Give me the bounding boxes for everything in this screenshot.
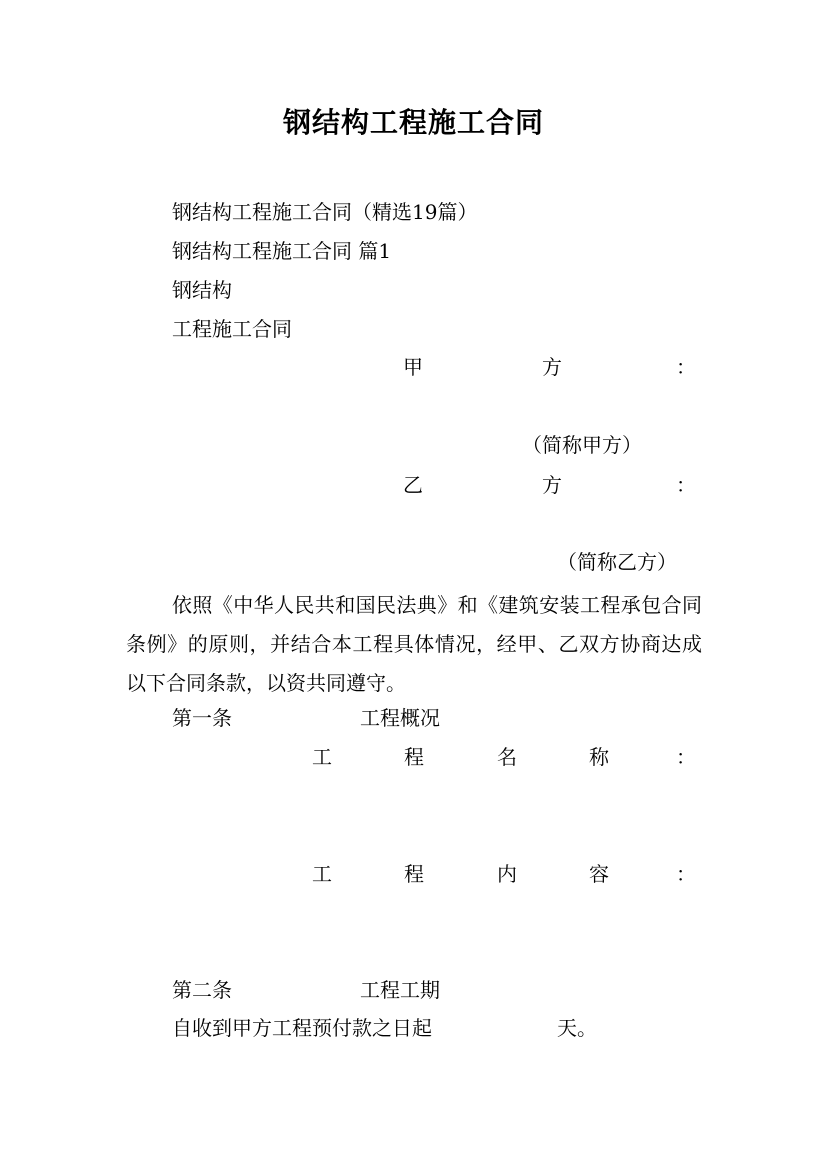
project-content-colon: ： — [676, 862, 696, 886]
party-a-colon: ： — [676, 355, 696, 379]
project-name-char-2: 程 — [404, 745, 424, 769]
intro-paragraph: 依照《中华人民共和国民法典》和《建筑安装工程承包合同条例》的原则，并结合本工程具体情况，经甲、乙双方协商达成以下合同条款，以资共同遵守。 — [126, 593, 702, 695]
party-b-short-name: （简称乙方） — [557, 550, 677, 574]
party-b-char-1: 乙 — [403, 473, 423, 497]
heading-part-2: 工程施工合同 — [172, 317, 292, 341]
project-name-colon: ： — [676, 745, 696, 769]
heading-part-1: 钢结构 — [172, 278, 232, 302]
project-content-char-4: 容 — [589, 862, 609, 886]
article-2-label: 第二条 — [172, 978, 232, 1002]
article-2-start-text: 自收到甲方工程预付款之日起 — [172, 1016, 432, 1040]
article-1-title: 工程概况 — [360, 706, 440, 730]
party-b-colon: ： — [676, 473, 696, 497]
project-name-char-4: 称 — [589, 745, 609, 769]
project-content-char-3: 内 — [497, 862, 517, 886]
subtitle-line: 钢结构工程施工合同（精选19篇） — [172, 200, 478, 224]
project-content-char-1: 工 — [312, 862, 332, 886]
document-title: 钢结构工程施工合同 — [282, 106, 544, 139]
project-name-char-1: 工 — [312, 745, 332, 769]
project-content-char-2: 程 — [404, 862, 424, 886]
party-a-short-name: （简称甲方） — [522, 433, 642, 457]
article-2-end-text: 天。 — [557, 1016, 597, 1040]
article-2-title: 工程工期 — [360, 978, 440, 1002]
project-name-char-3: 名 — [497, 745, 517, 769]
party-b-char-2: 方 — [542, 473, 562, 497]
section-heading: 钢结构工程施工合同 篇1 — [172, 239, 392, 263]
party-a-char-1: 甲 — [403, 355, 423, 379]
party-a-char-2: 方 — [542, 355, 562, 379]
article-1-label: 第一条 — [172, 706, 232, 730]
